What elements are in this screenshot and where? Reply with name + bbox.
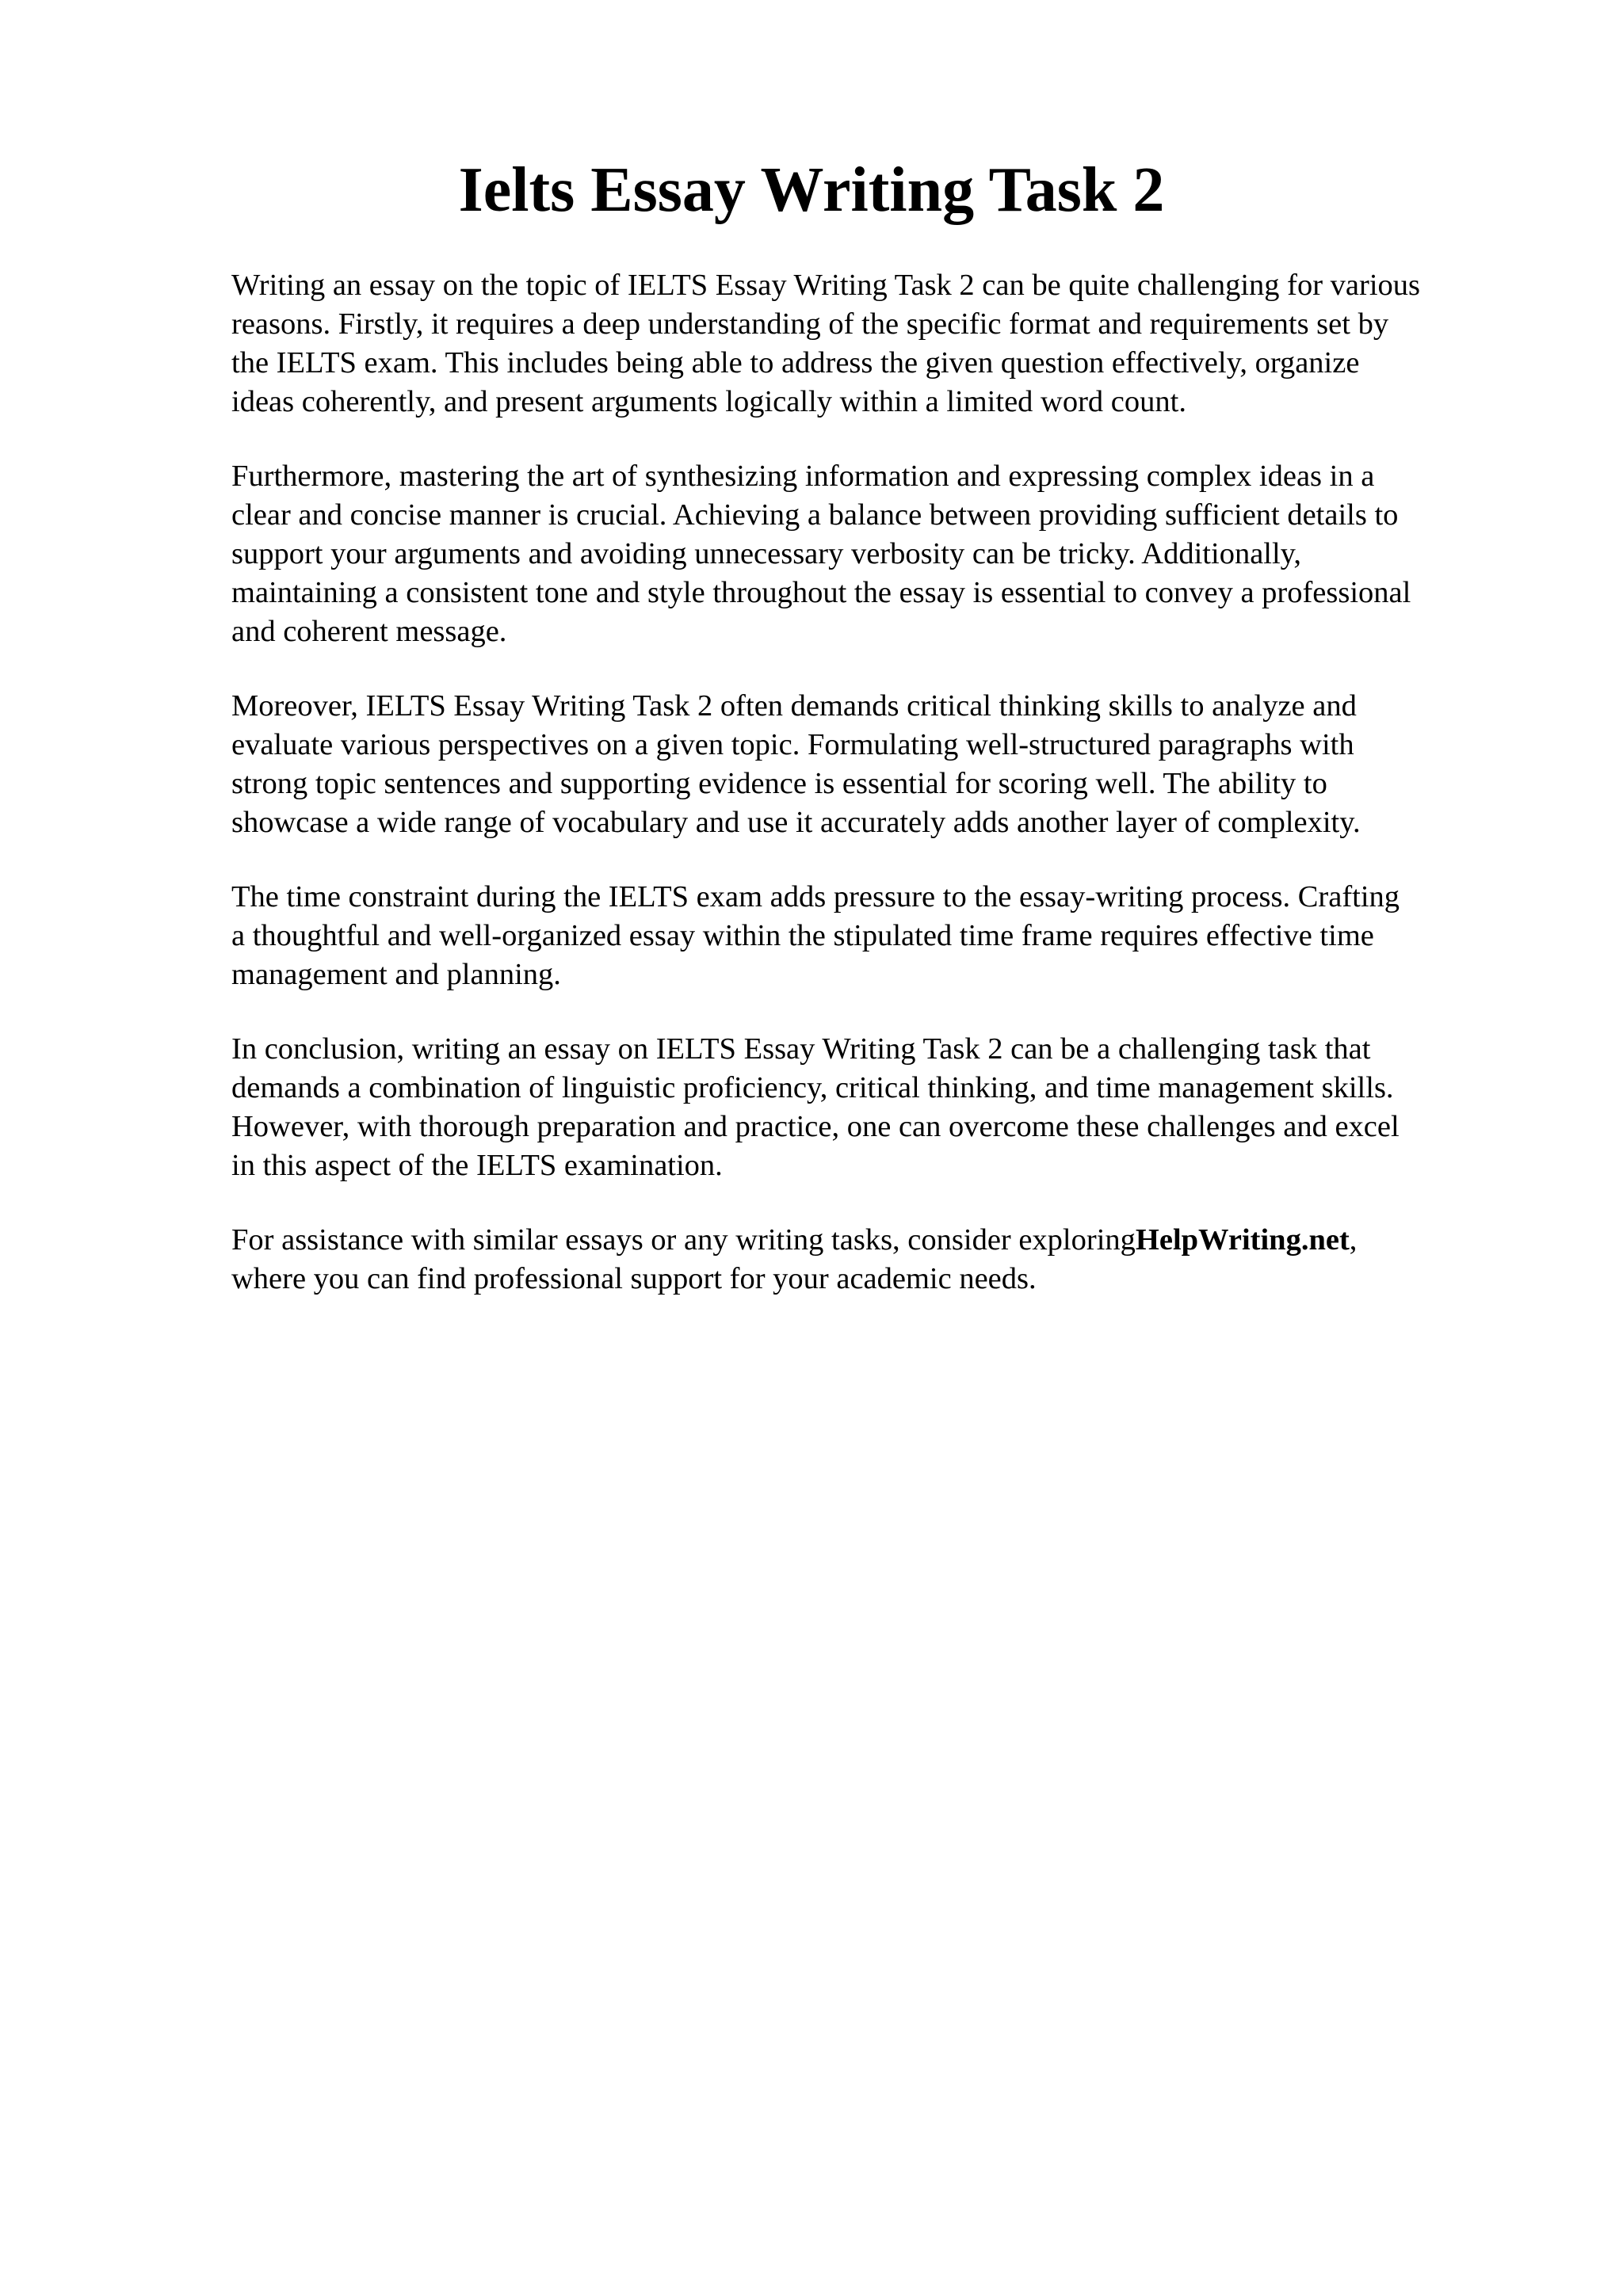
text-line: management and planning. bbox=[231, 958, 561, 991]
paragraph-furthermore bbox=[231, 457, 1531, 651]
paragraph-time-constraint bbox=[231, 878, 1531, 994]
text-line: a thoughtful and well-organized essay within the stipulated time frame requires effective time bbox=[231, 919, 1374, 952]
text-line: Writing an essay on the topic of IELTS Essay Writing Task 2 can be quite challenging for various bbox=[231, 269, 1421, 302]
helpwriting-link[interactable]: HelpWriting.net bbox=[1135, 1223, 1350, 1257]
text-line: strong topic sentences and supporting evidence is essential for scoring well. The ability to bbox=[231, 767, 1327, 800]
text-line: evaluate various perspectives on a given topic. Formulating well-structured paragraphs with bbox=[231, 728, 1354, 761]
text-line: Furthermore, mastering the art of synthesizing information and expressing complex ideas in a bbox=[231, 460, 1375, 493]
paragraph-closing bbox=[231, 1221, 1531, 1299]
paragraph-intro bbox=[231, 266, 1531, 421]
paragraph-conclusion bbox=[231, 1030, 1531, 1185]
text-line: maintaining a consistent tone and style throughout the essay is essential to convey a professional bbox=[231, 576, 1411, 609]
text-line: reasons. Firstly, it requires a deep understanding of the specific format and requirements set by bbox=[231, 307, 1389, 341]
paragraph-moreover bbox=[231, 687, 1531, 842]
text-line: The time constraint during the IELTS exam adds pressure to the essay-writing process. Crafting bbox=[231, 880, 1400, 913]
document-title: Ielts Essay Writing Task 2 bbox=[458, 155, 1165, 225]
text-line: the IELTS exam. This includes being able to address the given question effectively, organize bbox=[231, 346, 1360, 379]
text-line: In conclusion, writing an essay on IELTS Essay Writing Task 2 can be a challenging task that bbox=[231, 1032, 1371, 1066]
text-line bbox=[231, 1221, 1531, 1260]
text-line: Moreover, IELTS Essay Writing Task 2 often demands critical thinking skills to analyze and bbox=[231, 689, 1357, 723]
text-line: in this aspect of the IELTS examination. bbox=[231, 1149, 723, 1182]
closing-suffix: , bbox=[1349, 1223, 1358, 1257]
text-line: clear and concise manner is crucial. Achieving a balance between providing sufficient details to bbox=[231, 498, 1399, 532]
text-line: However, with thorough preparation and practice, one can overcome these challenges and excel bbox=[231, 1110, 1400, 1143]
text-line: and coherent message. bbox=[231, 615, 507, 648]
text-line: where you can find professional support for your academic needs. bbox=[231, 1262, 1037, 1295]
text-line: demands a combination of linguistic proficiency, critical thinking, and time management skills. bbox=[231, 1071, 1394, 1104]
text-line: support your arguments and avoiding unnecessary verbosity can be tricky. Additionally, bbox=[231, 537, 1302, 570]
text-line: showcase a wide range of vocabulary and use it accurately adds another layer of complexity. bbox=[231, 806, 1361, 839]
document-body bbox=[231, 266, 1531, 1334]
text-line: ideas coherently, and present arguments logically within a limited word count. bbox=[231, 385, 1186, 418]
closing-prefix: For assistance with similar essays or any writing tasks, consider exploring bbox=[231, 1223, 1136, 1257]
